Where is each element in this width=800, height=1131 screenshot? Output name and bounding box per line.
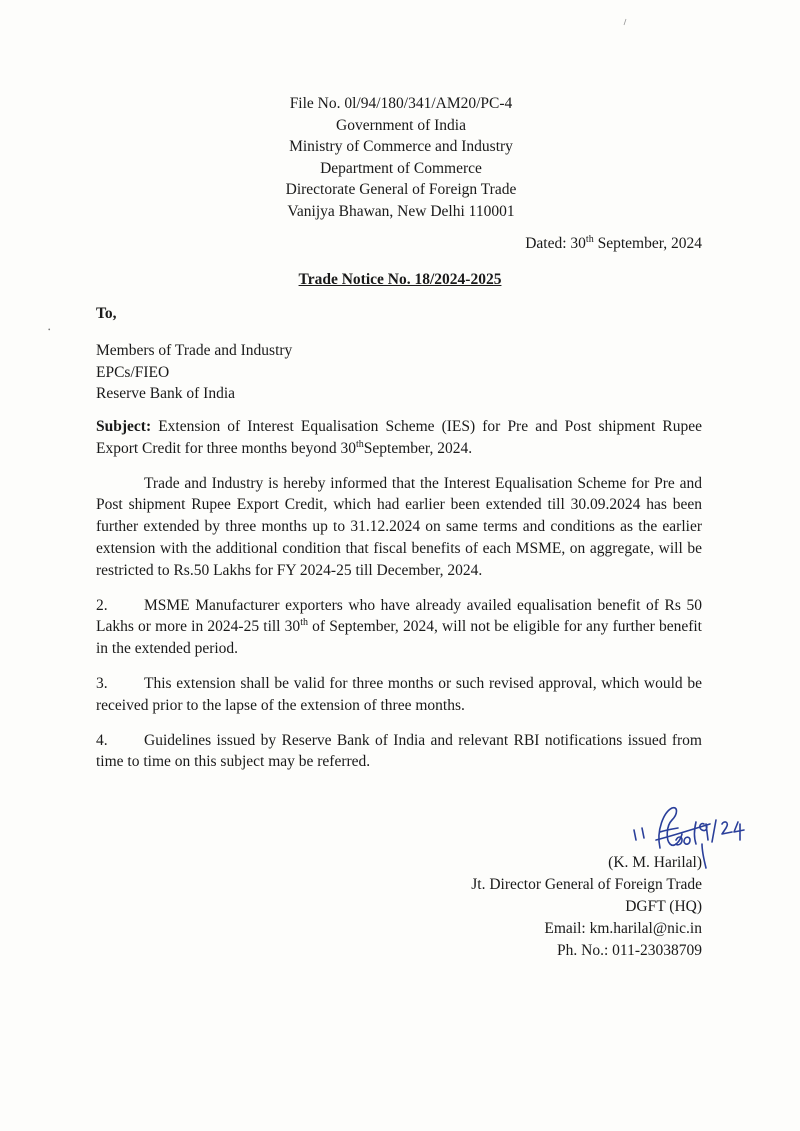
signatory-email: Email: km.harilal@nic.in — [544, 920, 702, 937]
addressee: Members of Trade and Industry — [96, 342, 293, 359]
file-number: File No. 0l/94/180/341/AM20/PC-4 — [289, 95, 513, 112]
paragraph-4: 4. Guidelines issued by Reserve Bank of India and relevant RBI notifications issued from time to time on this subject may be referred. — [96, 731, 702, 771]
ministry-line: Ministry of Commerce and Industry — [289, 138, 513, 156]
letterhead — [0, 93, 800, 223]
addressee: EPCs/FIEO — [96, 363, 170, 381]
paragraph-3: 3. This extension shall be valid for three months or such revised approval, which would be received prior to the lapse of the extension of three months. — [96, 674, 702, 714]
subject-label: Subject: — [96, 418, 152, 435]
paragraph-1: Trade and Industry is hereby informed that the Interest Equalisation Scheme for Pre and Post shipment Rupee Export Credit, which had earlier been extended till 30.09.2024 has been further extended by three months up to 31.12.2024 on same terms and conditions as the earlier extension with the additional condition that fiscal benefits of each MSME, on aggregate, will be restricted to Rs.50 Lakhs for FY 2024-25 till December, 2024. — [96, 474, 702, 579]
signatory-office: DGFT (HQ) — [625, 898, 702, 915]
government-line: Government of India — [336, 116, 466, 134]
addressee: Reserve Bank of India — [96, 385, 236, 403]
subject-paragraph: Subject: Extension of Interest Equalisation Scheme (IES) for Pre and Post shipment Rupee Export Credit for three months beyond 30thSeptember, 2024. — [96, 418, 702, 457]
notice-title: Trade Notice No. 18/2024-2025 — [298, 271, 502, 288]
date-line: Dated: 30th September, 2024 — [525, 233, 702, 252]
notice-body — [96, 416, 702, 786]
address-line: Vanijya Bhawan, New Delhi 110001 — [287, 202, 515, 220]
paragraph-2: 2. MSME Manufacturer exporters who have already availed equalisation benefit of Rs 50 Lakhs or more in 2024-25 till 30th of September, 2024, will not be eligible for any further benefit in the extended period. — [96, 596, 702, 658]
scan-mark — [622, 18, 628, 26]
department-line: Department of Commerce — [320, 159, 482, 177]
directorate-line: Directorate General of Foreign Trade — [285, 181, 517, 199]
signatory-name: (K. M. Harilal) — [608, 854, 702, 871]
to-label: To, — [96, 305, 117, 322]
margin-dot: • — [48, 326, 51, 334]
signatory-block — [471, 852, 702, 962]
signatory-phone: Ph. No.: 011-23038709 — [557, 942, 702, 959]
signatory-designation: Jt. Director General of Foreign Trade — [471, 876, 702, 893]
addressee-list — [96, 340, 292, 405]
